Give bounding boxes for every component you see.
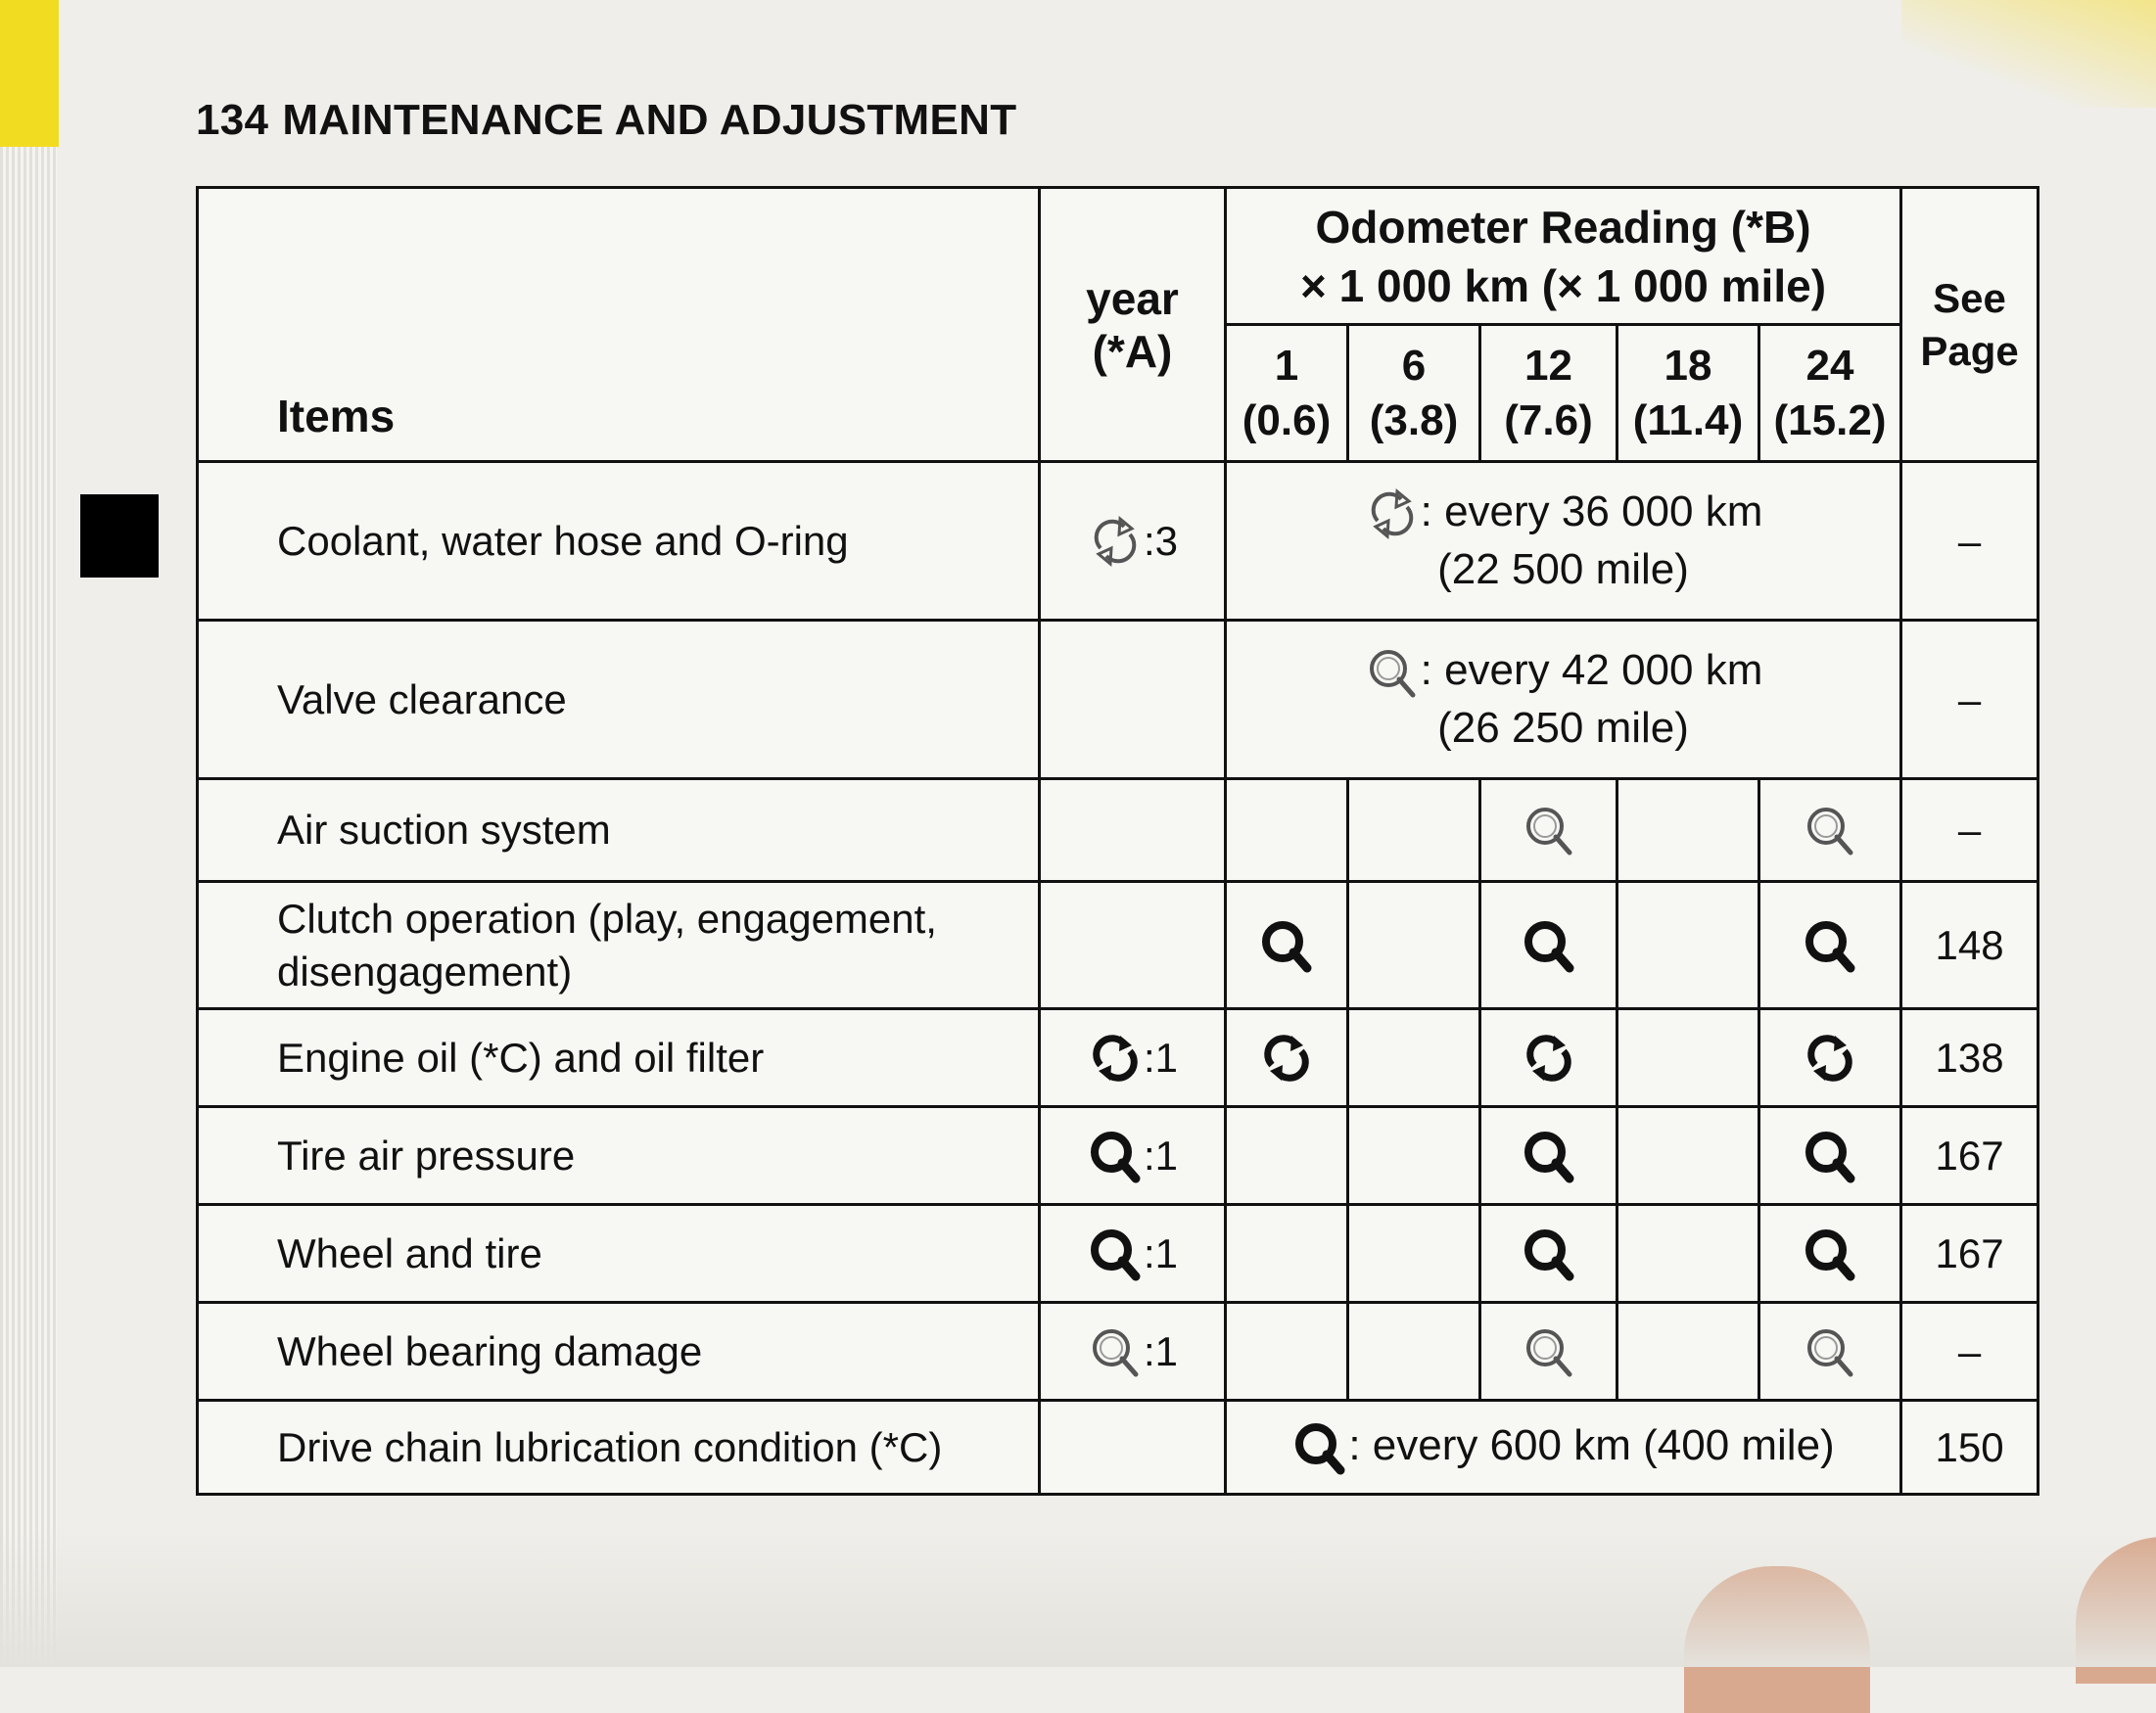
table-row (198, 1401, 2039, 1495)
odometer-column-header: 12 (7.6) (1480, 325, 1617, 462)
table-row (198, 621, 2039, 779)
year-cell: :3 (1040, 462, 1226, 621)
interval-cell (1226, 882, 1348, 1009)
item-name: Wheel and tire (198, 1205, 1040, 1303)
inspect-icon (1087, 1226, 1144, 1282)
interval-cell (1759, 779, 1901, 882)
inspect-icon (1521, 917, 1577, 974)
maintenance-table (196, 186, 2039, 1496)
interval-cell (1226, 779, 1348, 882)
items-header: Items (198, 188, 1040, 462)
item-name: Wheel bearing damage (198, 1303, 1040, 1401)
odometer-column-header: 6 (3.8) (1348, 325, 1480, 462)
background-yellow-cloth (0, 0, 59, 147)
inspect-icon (1802, 1226, 1858, 1282)
replace-icon (1258, 1030, 1315, 1087)
interval-cell (1480, 882, 1617, 1009)
inspect-icon (1291, 1419, 1348, 1476)
inspect-light-icon (1521, 1323, 1577, 1380)
item-name: Tire air pressure (198, 1107, 1040, 1205)
inspect-icon (1258, 917, 1315, 974)
table-row (198, 882, 2039, 1009)
year-cell: :1 (1040, 1303, 1226, 1401)
interval-cell (1348, 882, 1480, 1009)
interval-cell (1226, 1009, 1348, 1107)
see-page-value: – (1901, 621, 2039, 779)
page-header (196, 96, 1016, 145)
interval-cell (1759, 1205, 1901, 1303)
interval-cell (1480, 1303, 1617, 1401)
see-page-value: – (1901, 779, 2039, 882)
interval-cell (1348, 1009, 1480, 1107)
interval-cell (1348, 1107, 1480, 1205)
see-page-header: See Page (1901, 188, 2039, 462)
interval-cell (1348, 1303, 1480, 1401)
item-name: Engine oil (*C) and oil filter (198, 1009, 1040, 1107)
interval-cell (1759, 1107, 1901, 1205)
see-page-value: 148 (1901, 882, 2039, 1009)
see-page-value: – (1901, 462, 2039, 621)
replace-icon (1087, 1030, 1144, 1087)
odometer-column-header: 24 (15.2) (1759, 325, 1901, 462)
interval-note: : every 600 km (400 mile) (1226, 1401, 1901, 1495)
interval-cell (1617, 1303, 1759, 1401)
year-cell: :1 (1040, 1205, 1226, 1303)
interval-cell (1617, 1009, 1759, 1107)
see-page-value: 167 (1901, 1107, 2039, 1205)
inspect-light-icon (1087, 1323, 1144, 1380)
interval-cell (1226, 1205, 1348, 1303)
page-number: 134 (196, 96, 269, 144)
paper-shadow (0, 1530, 2156, 1667)
inspect-light-icon (1802, 802, 1858, 858)
interval-cell (1226, 1303, 1348, 1401)
replace-icon (1802, 1030, 1858, 1087)
year-cell: :1 (1040, 1107, 1226, 1205)
interval-note: : every 36 000 km (22 500 mile) (1226, 462, 1901, 621)
interval-cell (1226, 1107, 1348, 1205)
year-cell (1040, 882, 1226, 1009)
year-cell (1040, 779, 1226, 882)
odometer-header: Odometer Reading (*B) × 1 000 km (× 1 000 mile) (1226, 188, 1901, 325)
section-tab-marker (80, 494, 159, 578)
odometer-column-header: 18 (11.4) (1617, 325, 1759, 462)
year-cell: :1 (1040, 1009, 1226, 1107)
interval-cell (1348, 779, 1480, 882)
inspect-light-icon (1364, 644, 1421, 701)
inspect-icon (1802, 1128, 1858, 1184)
table-row (198, 462, 2039, 621)
year-cell (1040, 621, 1226, 779)
item-name: Air suction system (198, 779, 1040, 882)
interval-cell (1759, 1009, 1901, 1107)
item-name: Clutch operation (play, engagement, disengagement) (198, 882, 1040, 1009)
item-name: Coolant, water hose and O-ring (198, 462, 1040, 621)
inspect-light-icon (1521, 802, 1577, 858)
see-page-value: 138 (1901, 1009, 2039, 1107)
replace-light-icon (1364, 486, 1421, 542)
item-name: Valve clearance (198, 621, 1040, 779)
inspect-icon (1087, 1128, 1144, 1184)
book-page-edges (0, 0, 57, 1667)
interval-cell (1617, 779, 1759, 882)
background-top-right (1901, 0, 2156, 108)
table-row (198, 779, 2039, 882)
replace-icon (1521, 1030, 1577, 1087)
table-row (198, 1303, 2039, 1401)
table-row (198, 1107, 2039, 1205)
inspect-icon (1802, 917, 1858, 974)
see-page-value: 150 (1901, 1401, 2039, 1495)
item-name: Drive chain lubrication condition (*C) (198, 1401, 1040, 1495)
inspect-light-icon (1802, 1323, 1858, 1380)
header-row-1 (198, 188, 2039, 325)
interval-cell (1480, 1107, 1617, 1205)
interval-cell (1759, 882, 1901, 1009)
interval-note: : every 42 000 km (26 250 mile) (1226, 621, 1901, 779)
replace-light-icon (1087, 513, 1144, 570)
interval-cell (1617, 1205, 1759, 1303)
interval-cell (1759, 1303, 1901, 1401)
see-page-value: – (1901, 1303, 2039, 1401)
year-cell (1040, 1401, 1226, 1495)
table-row (198, 1009, 2039, 1107)
odometer-column-header: 1 (0.6) (1226, 325, 1348, 462)
year-header: year (*A) (1040, 188, 1226, 462)
interval-cell (1480, 779, 1617, 882)
inspect-icon (1521, 1226, 1577, 1282)
inspect-icon (1521, 1128, 1577, 1184)
page-title: MAINTENANCE AND ADJUSTMENT (282, 96, 1017, 144)
interval-cell (1617, 1107, 1759, 1205)
interval-cell (1480, 1205, 1617, 1303)
table-row (198, 1205, 2039, 1303)
interval-cell (1348, 1205, 1480, 1303)
interval-cell (1617, 882, 1759, 1009)
see-page-value: 167 (1901, 1205, 2039, 1303)
interval-cell (1480, 1009, 1617, 1107)
